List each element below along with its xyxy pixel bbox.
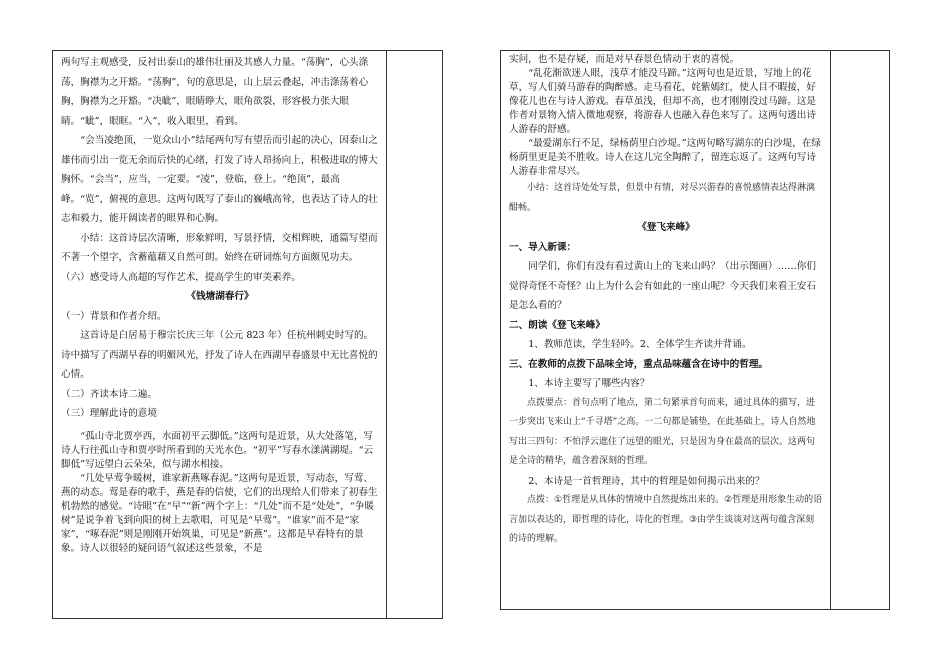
section-heading: （三）理解此诗的意境 xyxy=(61,408,157,419)
section-heading: （二）齐读本诗二遍。 xyxy=(61,388,157,400)
answer-paragraph: 点拨要点：首句点明了地点，第二句紧承首句而来，通过具体的描写，进一步突出飞来山上“千寻塔”之高。一二句都是铺垫，在此基础上，诗人自然地写出三四句：不怕浮云遮住了远望的眼光，只是因为身在最高的层次。这两句是全诗的精华，蕴含着深刻的哲理。 xyxy=(509,397,816,466)
paragraph: “会当凌绝顶，一览众山小”结尾两句写有望岳而引起的决心，因泰山之雄伟而引出一览无余而后快的心绪，打发了诗人昂扬向上，积极进取的博大胸怀。“会当”，应当，一定要。“凌”，登临，登上。“绝顶”，最高峰。“览”，俯视的意思。这两句既写了泰山的巍峨高耸，也表达了诗人的壮志和毅力，能开阔读者的眼界和心胸。 xyxy=(61,135,378,224)
answer-paragraph: 点拨：①哲理是从具体的情境中自然提炼出来的。②哲理是用形象生动的语言加以表达的，即哲理的诗化，诗化的哲理。③由学生谈谈对这两句蕴含深刻的诗的理解。 xyxy=(509,495,823,544)
section-heading: 一、导入新课： xyxy=(509,241,577,253)
paragraph: （六）感受诗人高超的写作艺术，提高学生的审美素养。 xyxy=(61,271,301,283)
left-content-cell xyxy=(53,51,387,618)
left-side-cell xyxy=(386,51,442,618)
question: 2、本诗是一首哲理诗，其中的哲理是如何揭示出来的？ xyxy=(528,475,765,487)
paragraph: “最爱湖东行不足，绿杨荫里白沙堤。”这两句略写湖东的白沙堤，在绿杨荫里更是美不胜收。诗人在这儿完全陶醉了，留连忘返了。这两句写诗人游春非常尽兴。 xyxy=(509,138,822,177)
poem-title: 《登飞来峰》 xyxy=(637,222,695,233)
right-side-cell xyxy=(830,51,889,609)
paragraph: 实问，也不是存疑，而是对早春景色情动于衷的喜悦。 xyxy=(509,54,740,65)
paragraph: “孤山寺北贾亭西，水面初平云脚低。”这两句是近景，从大处落笔，写诗人行往孤山寺和贾亭时所看到的天光水色。“初平”写春水漾满湖堤。“云脚低”写远望白云朵朵，似与湖水相接。 xyxy=(61,430,374,470)
right-page-table xyxy=(500,50,890,610)
paragraph: “乱花渐欲迷人眼，浅草才能没马蹄。”这两句也是近景，写地上的花草，写人们骑马游春的陶醉感。走马看花，姹紫嫣红，使人目不暇接，好像花儿也在与诗人游戏。春草虽浅，但却不高，也才刚刚没过马蹄。这是作者对景物入情入微地观察，将游春人也融入春色来写了。这两句透出诗人游春的舒感。 xyxy=(509,68,816,135)
question: 1、本诗主要写了哪些内容？ xyxy=(528,378,650,389)
paragraph: 这首诗是白居易于穆宗长庆三年（公元 823 年）任杭州刺史时写的。诗中描写了西湖早春的明媚风光，抒发了诗人在西湖早春盛景中无比喜悦的心情。 xyxy=(61,330,378,380)
paragraph: 两句写主观感受，反衬出泰山的雄伟壮丽及其感人力量。“荡胸”，心头涤荡，胸襟为之开豁。“荡胸”，句的意思是，山上层云叠起，冲击涤荡着心胸，胸襟为之开豁。“决眦”，眼睛睁大，眼角欲裂，形容极力张大眼睛。“眦”，眼眶。“入”，收入眼里，看到。 xyxy=(61,57,369,127)
paragraph: 1、教师范读，学生轻吟。2、全体学生齐读并背诵。 xyxy=(528,339,752,350)
paragraph: 同学们，你们有没有看过黄山上的飞来山吗？（出示图画）……你们觉得奇怪不奇怪？山上为什么会有如此的一座山呢？今天我们来看王安石是怎么看的？ xyxy=(509,261,816,311)
summary-paragraph: 小结：这首诗处处写景，但景中有情，对尽兴游春的喜悦感情表达得淋漓酣畅。 xyxy=(509,183,816,213)
right-content-cell xyxy=(501,51,831,609)
section-heading: 二、朗读《登飞来峰》 xyxy=(509,319,605,331)
summary-paragraph: 小结：这首诗层次清晰，形象鲜明，写景抒情，交相辉映，通篇写望而不著一个望字，含蓄蕴藉又自然可朗。始终在研词炼句方面颇见功夫。 xyxy=(61,232,378,263)
poem-title: 《钱塘湖春行》 xyxy=(186,291,254,302)
section-heading: 三、在教师的点拨下品味全诗，重点品味蕴含在诗中的哲理。 xyxy=(509,358,769,370)
section-heading: （一）背景和作者介绍。 xyxy=(61,310,167,322)
paragraph: “几处早莺争暖树，谁家新燕啄春泥。”这两句是近景，写动态，写莺、燕的动态。莺是春的歌手，燕是春的信使，它们的出现给人们带来了初春生机勃然的感觉。“诗眼”在“早”“新”两个字上：“几处”而不是“处处”，“争暖树”是说争着飞到向阳的树上去歌唱，可见是“早莺”。“谁家”而不是“家家”，“啄春泥”则是刚刚开始筑巢，可见是“新燕”。这都是早春特有的景象。诗人以很轻的疑问语气叙述这些景象，不是 xyxy=(61,472,378,554)
left-page-table xyxy=(52,50,443,619)
